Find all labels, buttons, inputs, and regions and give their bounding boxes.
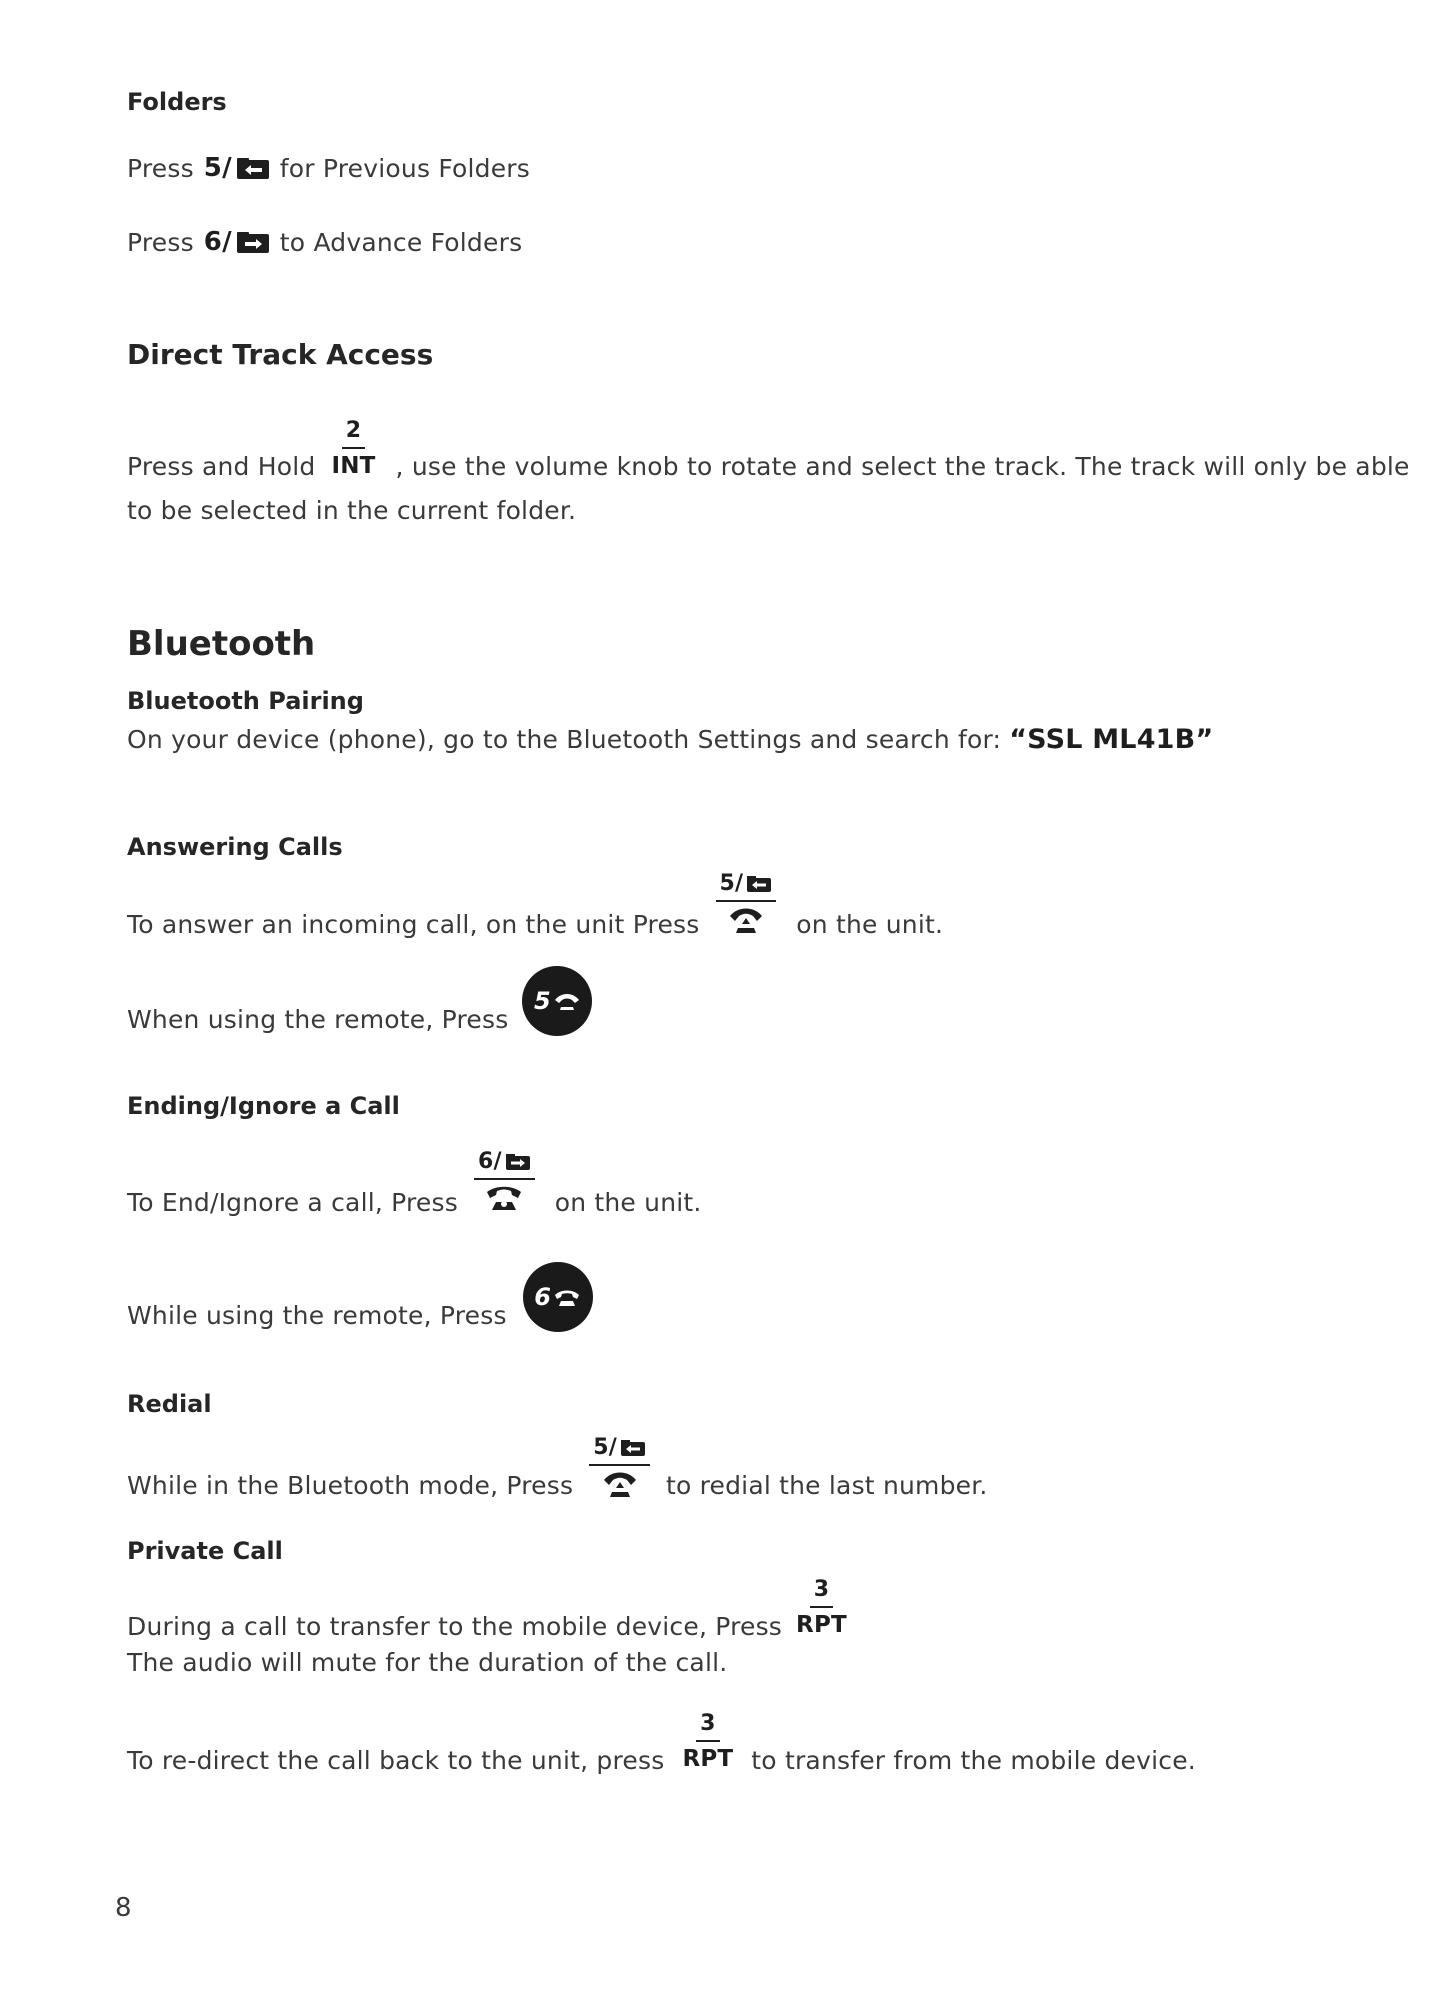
rpt-button-number: 3 [696, 1711, 720, 1742]
bluetooth-heading: Bluetooth [127, 624, 316, 664]
answering-unit-lead: To answer an incoming call, on the unit Press [127, 910, 700, 939]
ending-remote-line [127, 1262, 593, 1332]
private-call-line3 [127, 1710, 1196, 1775]
answering-unit-line [127, 866, 943, 939]
int-button-number: 2 [342, 418, 366, 449]
redial-lead: While in the Bluetooth mode, Press [127, 1471, 574, 1500]
rpt-button-number: 3 [810, 1577, 834, 1608]
folders-prev-text: for Previous Folders [279, 153, 531, 183]
device-name: “SSL ML41B” [1009, 724, 1214, 755]
phone-answer-icon [600, 1466, 640, 1498]
private-call-line3-lead: To re-direct the call back to the unit, press [127, 1746, 665, 1775]
redial-line [127, 1433, 988, 1500]
remote-answer-button [522, 966, 592, 1036]
remote-answer-number: 5 [533, 987, 551, 1015]
direct-track-lead: Press and Hold [127, 452, 316, 481]
ending-unit-tail: on the unit. [554, 1188, 702, 1217]
ending-unit-line [127, 1144, 702, 1217]
phone-answer-icon [726, 902, 766, 934]
folders-next-text: to Advance Folders [279, 227, 523, 257]
end-button-label [474, 1149, 535, 1212]
redial-tail: to redial the last number. [665, 1471, 988, 1500]
end-button-number: 6/ [477, 1149, 502, 1174]
redial-heading: Redial [127, 1390, 212, 1418]
rpt-button-label [682, 1711, 733, 1774]
ending-heading: Ending/Ignore a Call [127, 1092, 400, 1120]
folder-back-icon [236, 157, 270, 179]
answering-heading: Answering Calls [127, 833, 343, 861]
folders-heading: Folders [127, 88, 227, 116]
rpt-button-text: RPT [682, 1746, 734, 1772]
direct-track-line2: to be selected in the current folder. [127, 496, 577, 525]
remote-end-number: 6 [534, 1283, 552, 1311]
private-call-line2: The audio will mute for the duration of the call. [127, 1648, 728, 1677]
key-5: 5/ [203, 153, 232, 183]
private-call-line1 [127, 1576, 847, 1641]
direct-track-line1 [127, 418, 1410, 481]
answering-unit-tail: on the unit. [796, 910, 944, 939]
ending-unit-lead: To End/Ignore a call, Press [127, 1188, 458, 1217]
folder-forward-icon [236, 231, 270, 253]
phone-hangup-icon [553, 1287, 581, 1307]
press-label: Press [127, 153, 194, 183]
direct-track-heading: Direct Track Access [127, 338, 434, 371]
redial-button-label [589, 1435, 650, 1498]
answer-button-label [716, 871, 777, 934]
end-button-top [474, 1149, 535, 1180]
redial-button-top [589, 1435, 650, 1466]
int-button-label [331, 418, 375, 481]
answering-remote-lead: When using the remote, Press [127, 1004, 509, 1034]
answering-remote-line [127, 966, 592, 1036]
rpt-button-label [796, 1577, 847, 1640]
key-6: 6/ [203, 227, 232, 257]
folder-forward-icon [505, 1154, 531, 1171]
press-label: Press [127, 227, 194, 257]
phone-answer-icon [553, 991, 581, 1011]
int-button-text: INT [331, 453, 376, 479]
remote-end-button [523, 1262, 593, 1332]
rpt-button-text: RPT [796, 1612, 847, 1638]
pairing-text: On your device (phone), go to the Bluetooth Settings and search for: [127, 725, 1002, 754]
folder-back-icon [746, 876, 772, 893]
folders-next-line [127, 227, 522, 257]
pairing-line [127, 724, 1213, 755]
private-call-line1-text: During a call to transfer to the mobile device, Press [127, 1612, 783, 1641]
redial-button-number: 5/ [593, 1435, 617, 1460]
page-number: 8 [115, 1893, 132, 1923]
private-call-heading: Private Call [127, 1537, 283, 1565]
answer-button-top [716, 871, 777, 902]
pairing-heading: Bluetooth Pairing [127, 687, 364, 715]
answer-button-number: 5/ [719, 871, 744, 896]
ending-remote-lead: While using the remote, Press [127, 1300, 507, 1330]
folder-back-icon [620, 1440, 646, 1457]
phone-hangup-icon [484, 1180, 524, 1212]
direct-track-rest: , use the volume knob to rotate and select the track. The track will only be able [395, 452, 1410, 481]
private-call-line3-tail: to transfer from the mobile device. [751, 1746, 1196, 1775]
folders-prev-line [127, 153, 530, 183]
